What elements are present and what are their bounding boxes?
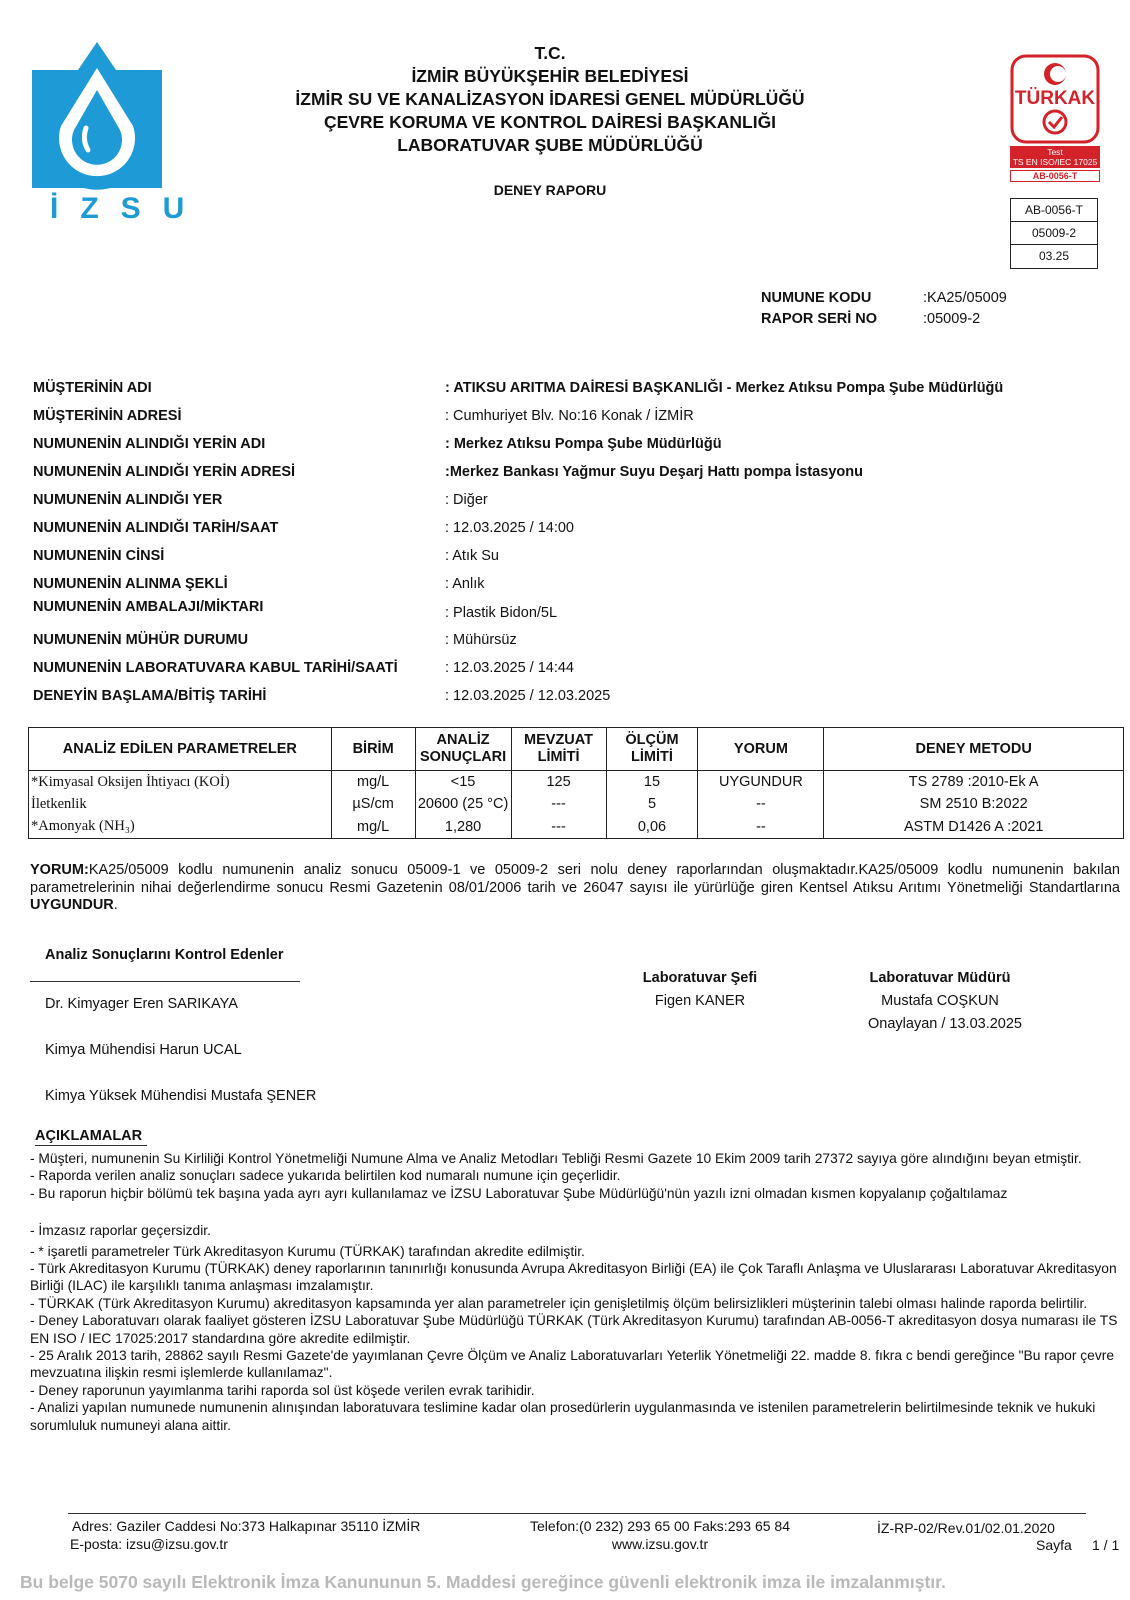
info-row [33,660,1113,676]
info-row [33,548,1113,564]
footer-email[interactable]: E-posta: izsu@izsu.gov.tr [70,1536,228,1552]
info-value: : Cumhuriyet Blv. No:16 Konak / İZMİR [445,408,694,424]
cell-measurement-limit: 0,06 [606,816,698,839]
cell-parameter: *Kimyasal Oksijen İhtiyacı (KOİ) [29,771,332,794]
cell-comment: -- [698,816,824,839]
comment-end: . [113,897,118,913]
col-header-result: ANALİZ SONUÇLARI [415,728,511,771]
notes-divider [35,1145,147,1146]
table-header-row [29,728,1124,771]
col-header-method: DENEY METODU [824,728,1124,771]
comment-label: YORUM: [30,862,89,878]
cell-legal-limit: --- [511,816,606,839]
manager-title: Laboratuvar Müdürü [869,970,1011,986]
col-header-parameter: ANALİZ EDİLEN PARAMETRELER [29,728,332,771]
cell-unit: mg/L [331,816,415,839]
footer-website[interactable]: www.izsu.gov.tr [611,1536,709,1552]
info-label: NUMUNENİN ALINMA ŞEKLİ [33,576,228,592]
approval-date: Onaylayan / 13.03.2025 [868,1016,1022,1032]
table-row [29,793,1124,816]
notes-title: AÇIKLAMALAR [35,1128,143,1144]
institution-header [230,42,870,157]
info-label: NUMUNENİN ALINDIĞI TARİH/SAAT [33,520,279,536]
cell-comment: UYGUNDUR [698,771,824,794]
cell-result: 20600 (25 °C) [415,793,511,816]
list-item: - Deney raporunun yayımlanma tarihi raporda sol üst köşede verilen evrak tarihidir. [30,1382,535,1398]
col-header-unit: BİRİM [331,728,415,771]
chief-name: Figen KANER [654,993,746,1009]
list-item: - Analizi yapılan numunede numunenin alınışından laboratuvara teslimine kadar olan prosedürlerin uygulanmasında ve istenilen parametrelerin belirtilmesinde teknik ve hukuki sorumluluk numuneyi alana aittir. [30,1400,1096,1433]
sample-meta [761,290,1007,332]
accreditation-code-box [1010,198,1098,269]
notes-list [30,1150,1122,1434]
controllers-divider [30,981,300,982]
info-label: NUMUNENİN ALINDIĞI YER [33,492,223,508]
info-label: DENEYİN BAŞLAMA/BİTİŞ TARİHİ [33,688,267,704]
manager-name: Mustafa COŞKUN [881,993,999,1009]
info-row [33,464,1113,480]
info-label: MÜŞTERİNİN ADI [33,380,152,396]
table-row [29,771,1124,794]
list-item: - Türk Akreditasyon Kurumu (TÜRKAK) deney raporlarının tanınırlığı konusunda Avrupa Akreditasyon Birliği (EA) ile Çok Taraflı Anlaşma ve Uluslararası Laboratuvar Akreditasyon Birliği (ILAC) ile karşılıklı tanıma anlaşması imzalamıştır. [30,1261,1117,1294]
cell-result: <15 [415,771,511,794]
header-line-1: T.C. [534,43,566,63]
info-value: : ATIKSU ARITMA DAİRESİ BAŞKANLIĞI - Merkez Atıksu Pompa Şube Müdürlüğü [445,380,1004,396]
table-row [29,816,1124,839]
list-item: - * işaretli parametreler Türk Akreditasyon Kurumu (TÜRKAK) tarafından akredite edilmiştir. [30,1243,585,1259]
list-item: - 25 Aralık 2013 tarih, 28862 sayılı Resmi Gazete'de yayımlanan Çevre Ölçüm ve Analiz Laboratuvarları Yeterlik Yönetmeliği 22. madde 8. fıkra c bendi gereğince "Bu rapor çevre mevzuatına ilişkin resmi işlemlerde kullanılamaz". [30,1348,1115,1381]
code-box-line-2: 05009-2 [1011,222,1097,245]
turkak-label [1010,146,1100,168]
info-label: NUMUNENİN ALINDIĞI YERİN ADI [33,436,266,452]
info-row [33,632,1113,648]
controllers-title: Analiz Sonuçlarını Kontrol Edenler [45,947,284,963]
cell-method: SM 2510 B:2022 [824,793,1124,816]
info-label: MÜŞTERİNİN ADRESİ [33,408,182,424]
cell-parameter: İletkenlik [29,793,332,816]
info-row [33,408,1113,424]
info-value: : Diğer [445,492,488,508]
cell-legal-limit: 125 [511,771,606,794]
list-item: - Müşteri, numunenin Su Kirliliği Kontrol Yönetmeliği Numune Alma ve Analiz Metodları Tebliği Resmi Gazete 10 Ekim 2009 tarih 27372 sayıya göre alındığını beyan etmiştir. [30,1151,1082,1166]
sample-code-label: NUMUNE KODU [761,290,872,306]
cell-comment: -- [698,793,824,816]
info-label: NUMUNENİN LABORATUVARA KABUL TARİHİ/SAATİ [33,660,398,676]
cell-parameter: *Amonyak (NH₃) [29,816,332,839]
list-item: - Bu raporun hiçbir bölümü tek başına yada ayrı ayrı kullanılamaz ve İZSU Laboratuvar Şube Müdürlüğü'nün yazılı izni olmadan kısmen kopyalanıp çoğaltılamaz [30,1185,1008,1201]
code-box-line-1: AB-0056-T [1011,199,1097,222]
cell-result: 1,280 [415,816,511,839]
cell-legal-limit: --- [511,793,606,816]
footer-page-label: Sayfa [1036,1537,1072,1553]
report-serial-row [761,311,1007,332]
izsu-logo [30,40,207,230]
logo-text: İZSU [50,192,207,225]
info-value: : Mühürsüz [445,632,517,648]
info-row [33,492,1113,508]
controller-name: Kimya Yüksek Mühendisi Mustafa ŞENER [45,1088,317,1104]
turkak-code: AB-0056-T [1010,170,1100,182]
info-value: : 12.03.2025 / 12.03.2025 [445,688,611,704]
evaluation-comment [30,862,1120,915]
controller-name: Kimya Mühendisi Harun UCAL [45,1042,242,1058]
report-serial-value: :05009-2 [923,311,981,327]
cell-unit: µS/cm [331,793,415,816]
info-row [33,576,1113,592]
info-row [33,599,1113,621]
info-row [33,436,1113,452]
turkak-standard: TS EN ISO/IEC 17025 [1012,157,1098,167]
cell-measurement-limit: 5 [606,793,698,816]
info-label: NUMUNENİN MÜHÜR DURUMU [33,632,249,648]
cell-unit: mg/L [331,771,415,794]
info-row [33,520,1113,536]
info-value: : Atık Su [445,548,499,564]
controller-name: Dr. Kimyager Eren SARIKAYA [45,996,238,1012]
code-box-line-3: 03.25 [1038,249,1070,263]
turkak-test: Test [1047,147,1063,157]
comment-text: KA25/05009 kodlu numunenin analiz sonucu 05009-1 ve 05009-2 seri nolu deney raporlarından oluşmaktadır.KA25/05009 kodlu numunenin bakılan parametrelerinin nihai değerlendirme sonucu Resmi Gazetenin 08/01/2006 tarih ve 26047 sayısı ile yürürlüğe giren Kentsel Atıksu Arıtımı Yönetmeliği Standartlarına [30,862,1120,896]
report-serial-label: RAPOR SERİ NO [761,311,878,327]
turkak-badge [1010,54,1100,184]
list-item: - TÜRKAK (Türk Akreditasyon Kurumu) akreditasyon kapsamında yer alan parametreler için genişletilmiş ölçüm belirsizlikleri müşterinin talebi olması halinde raporda belirtilir. [30,1295,1088,1311]
cell-measurement-limit: 15 [606,771,698,794]
footer-page-number: 1 / 1 [1092,1537,1120,1553]
turkak-name: TÜRKAK [1014,88,1096,109]
footer-divider [68,1513,1086,1514]
document-title: DENEY RAPORU [493,182,607,198]
list-item: - Deney Laboratuvarı olarak faaliyet gösteren İZSU Laboratuvar Şube Müdürlüğü TÜRKAK (Türk Akreditasyon Kurumu) tarafından AB-0056-T akreditasyon dosya numarası ile TS EN ISO / IEC 17025:2017 standardına göre akredite edilmiştir. [30,1313,1118,1346]
info-value: : Plastik Bidon/5L [445,605,558,621]
info-value: :Merkez Bankası Yağmur Suyu Deşarj Hattı pompa İstasyonu [445,464,863,480]
header-line-4: ÇEVRE KORUMA VE KONTROL DAİRESİ BAŞKANLIĞI [323,112,777,132]
footer-address: Adres: Gaziler Caddesi No:373 Halkapınar 35110 İZMİR [72,1518,421,1534]
info-label: NUMUNENİN CİNSİ [33,548,165,564]
list-item: - Raporda verilen analiz sonuçları sadece yukarıda belirtilen kod numaralı numune için geçerlidir. [30,1168,621,1184]
footer-phone: Telefon:(0 232) 293 65 00 Faks:293 65 84 [530,1518,790,1534]
info-value: : Merkez Atıksu Pompa Şube Müdürlüğü [445,436,722,452]
electronic-signature-notice: Bu belge 5070 sayılı Elektronik İmza Kanununun 5. Maddesi gereğince güvenli elektronik imza ile imzalanmıştır. [20,1572,946,1592]
header-line-2: İZMİR BÜYÜKŞEHİR BELEDİYESİ [411,66,689,86]
col-header-measurement-limit: ÖLÇÜM LİMİTİ [606,728,698,771]
header-line-5: LABORATUVAR ŞUBE MÜDÜRLÜĞÜ [397,135,703,155]
header-line-3: İZMİR SU VE KANALİZASYON İDARESİ GENEL MÜDÜRLÜĞÜ [295,89,805,109]
col-header-legal-limit: MEVZUAT LİMİTİ [511,728,606,771]
info-value: : 12.03.2025 / 14:44 [445,660,574,676]
cell-method: TS 2789 :2010-Ek A [824,771,1124,794]
col-header-comment: YORUM [698,728,824,771]
info-value: : 12.03.2025 / 14:00 [445,520,574,536]
info-row [33,380,1113,396]
sample-code-row [761,290,1007,311]
comment-verdict: UYGUNDUR [30,897,114,913]
info-label: NUMUNENİN ALINDIĞI YERİN ADRESİ [33,464,296,480]
sample-code-value: :KA25/05009 [923,290,1007,306]
list-item: - İmzasız raporlar geçersizdir. [30,1223,211,1239]
cell-method: ASTM D1426 A :2021 [824,816,1124,839]
results-table [28,727,1124,839]
info-row [33,688,1113,704]
info-label: NUMUNENİN AMBALAJI/MİKTARI [33,599,264,615]
chief-title: Laboratuvar Şefi [642,970,758,986]
footer-form-code: İZ-RP-02/Rev.01/02.01.2020 [877,1520,1055,1536]
info-value: : Anlık [445,576,485,592]
